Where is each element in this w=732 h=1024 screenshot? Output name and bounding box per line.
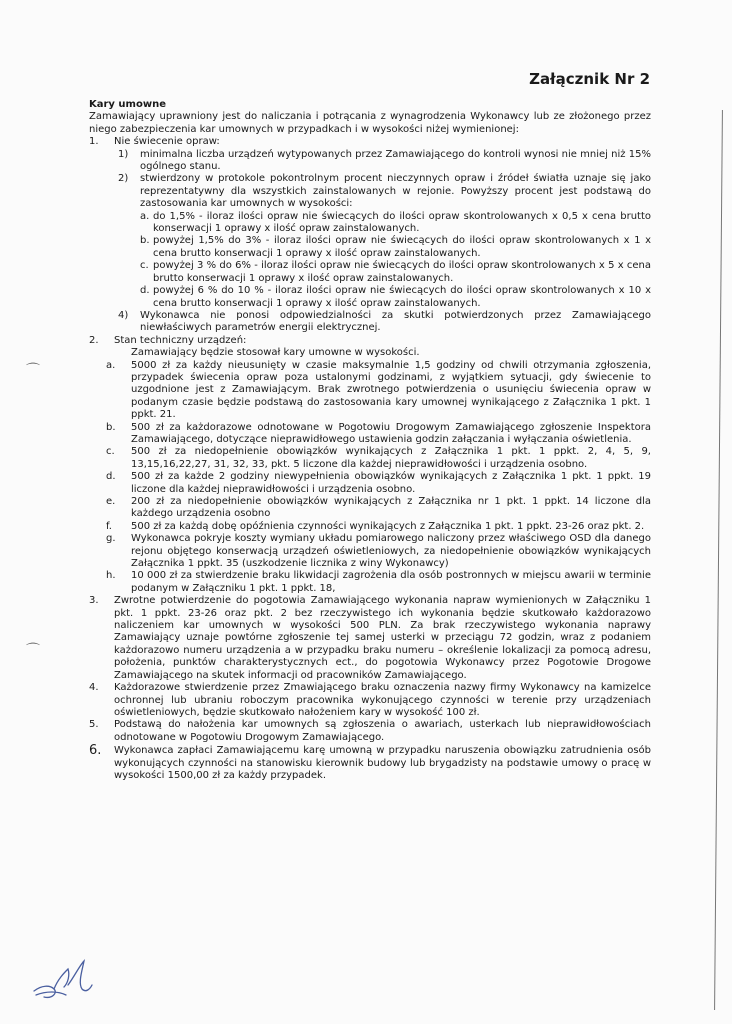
section-1 [89, 136, 651, 148]
item-text: 10 000 zł za stwierdzenie braku likwidacji zagrożenia dla osób postronnych w miejscu awarii w terminie podanym w Załączniku 1 pkt. 1 ppkt. 18, [131, 570, 651, 594]
list-item [114, 310, 651, 335]
section-text: Zwrotne potwierdzenie do pogotowia Zamawiającego wykonania napraw wymienionych w Załączniku 1 pkt. 1 ppkt. 23-26 oraz pkt. 2 bez rzeczywistego ich wykonania będzie skutkowało każdorazowo naliczeniem kar umownych w wysokości 500 PLN. Za brak rzeczywistego wykonania naprawy Zamawiający uznaje powtórne zgłoszenie tej samej usterki w przeciągu 72 godzin, wraz z podaniem każdorazowo numeru urządzenia a w przypadku braku numeru – określenie lokalizacji za pomocą adresu, położenia, punktów charakterystycznych ect., do pogotowia Wykonawcy przez Pogotowie Drogowe Zamawiającego na skutek informacji od pracowników Zamawiającego. [114, 595, 651, 681]
item-marker: e. [106, 496, 116, 507]
sub-list-item [140, 235, 651, 260]
sub-list-item [140, 285, 651, 310]
list-item [106, 496, 651, 521]
item-text: powyżej 6 % do 10 % - iloraz ilości opraw nie świecących do ilości opraw skontrolowanych x 10 x cena brutto konserwacji 1 oprawy x ilość opraw zainstalowanych. [153, 285, 651, 309]
list-item [114, 173, 651, 210]
item-marker: 4) [118, 309, 129, 321]
section-2 [89, 335, 651, 347]
section-number: 1. [89, 136, 99, 148]
punch-hole-mark: ⌒ [26, 643, 40, 659]
intro-paragraph: Zamawiający uprawniony jest do naliczania i potrącania z wynagrodzenia Wykonawcy lub ze złożonego przez niego zabezpieczenia kar umownych w przypadkach i w wysokości niżej wymienionej: [89, 111, 651, 135]
item-text: 5000 zł za każdy nieusunięty w czasie maksymalnie 1,5 godziny od chwili otrzymania zgłoszenia, przypadek świecenia opraw poza ustalonymi godzinami, z wyjątkiem sytuacji, gdy świecenie to uzgodnione jest z Zamawiającym. Brak zwrotnego potwierdzenia o usunięciu świecenia opraw w podanym czasie będzie podstawą do zastosowania kary umownej wynikającego z Załącznika 1 pkt. 1 ppkt. 21. [131, 359, 651, 421]
item-text: minimalna liczba urządzeń wytypowanych przez Zamawiającego do kontroli wynosi nie mniej niż 15% ogólnego stanu. [140, 148, 651, 173]
section-number: 4. [89, 682, 99, 694]
item-text: 500 zł za każdorazowe odnotowane w Pogotowiu Drogowym Zamawiającego zgłoszenie Inspektora Zamawiającego, dotyczące nieprawidłowego ustawienia godzin załączania i wyłączania oświetlenia. [131, 421, 651, 445]
list-item [114, 149, 651, 174]
list-item [106, 360, 651, 422]
item-marker: 2) [118, 173, 129, 185]
item-text: powyżej 3 % do 6% - iloraz ilości opraw nie świecących do ilości opraw skontrolowanych x 5 x cena brutto konserwacji 1 oprawy x ilość opraw zainstalowanych. [153, 260, 651, 284]
section-text: Każdorazowe stwierdzenie przez Zmawiającego braku oznaczenia nazwy firmy Wykonawcy na kamizelce ochronnej lub ubraniu roboczym pracownika wykonującego czynności w terenie przy urządzeniach oświetleniowych, będzie skutkowało nałożeniem kary w wysokość 100 zł. [114, 682, 651, 718]
item-marker: a. [140, 210, 150, 222]
page-title: Załącznik Nr 2 [529, 70, 650, 88]
section-number: 2. [89, 334, 99, 346]
list-item [106, 570, 651, 595]
document-body [89, 99, 651, 782]
sub-list-item [140, 260, 651, 285]
list-item [106, 533, 651, 570]
section-number: 3. [89, 595, 99, 607]
handwritten-signature [28, 955, 108, 1005]
scan-edge-line [714, 110, 723, 1010]
sub-list-item [140, 211, 651, 236]
item-marker: c. [106, 446, 115, 458]
section-heading: Kary umowne [89, 99, 166, 110]
item-text: powyżej 1,5% do 3% - iloraz ilości opraw nie świecących do ilości opraw skontrolowanych x 1 x cena brutto konserwacji 1 oprawy x ilość opraw zainstalowanych. [153, 235, 651, 259]
item-text: 500 zł za każde 2 godziny niewypełnienia obowiązków wynikających z Załącznika 1 pkt. 1 ppkt. 19 liczone dla każdej nieprawidłowości i urządzenia osobno. [131, 471, 651, 495]
section-5 [89, 719, 651, 744]
section-title: Stan techniczny urządzeń: [114, 334, 247, 346]
section-number: 5. [89, 719, 99, 731]
section-6 [89, 745, 651, 782]
section-lead: Zamawiający będzie stosował kary umowne w wysokości. [131, 347, 420, 359]
section-4 [89, 682, 651, 719]
item-marker: b. [106, 421, 116, 433]
list-item [106, 471, 651, 496]
item-marker: h. [106, 570, 116, 582]
item-text: Wykonawca nie ponosi odpowiedzialności za skutki potwierdzonych przez Zamawiającego niewłaściwych parametrów energii elektrycznej. [140, 309, 651, 334]
item-marker: d. [106, 471, 116, 483]
item-text: Wykonawca pokryje koszty wymiany układu pomiarowego naliczony przez właściwego OSD dla danego rejonu objętego konserwacją urządzeń oświetleniowych, za niedopełnienie obowiązków wynikających Załącznika 1 ppkt. 35 (uszkodzenie licznika z winy Wykonawcy) [131, 533, 651, 570]
section-text: Wykonawca zapłaci Zamawiającemu karę umowną w przypadku naruszenia obowiązku zatrudnienia osób wykonujących czynności na stanowisku kierownik budowy lub brygadzisty na podstawie umowy o pracę w wysokości 1500,00 zł za każdy przypadek. [114, 745, 651, 781]
punch-hole-mark: ⌒ [26, 363, 40, 379]
list-item [106, 521, 651, 533]
item-text: 500 zł za każdą dobę opóźnienia czynności wynikających z Załącznika 1 pkt. 1 ppkt. 23-26 oraz pkt. 2. [131, 520, 645, 532]
item-marker: f. [106, 520, 112, 532]
section-title: Nie świecenie opraw: [114, 136, 220, 148]
list-item [106, 446, 651, 471]
section-number: 6. [89, 743, 102, 759]
item-marker: b. [140, 235, 150, 247]
item-marker: d. [140, 285, 150, 297]
section-text: Podstawą do nałożenia kar umownych są zgłoszenia o awariach, usterkach lub nieprawidłowościach odnotowane w Pogotowiu Drogowym Zamawiającego. [114, 719, 651, 743]
item-marker: a. [106, 359, 116, 371]
item-text: 200 zł za niedopełnienie obowiązków wynikających z Załącznika nr 1 pkt. 1 ppkt. 14 liczone dla każdego urządzenia osobno [131, 496, 651, 520]
item-text: do 1,5% - iloraz ilości opraw nie świecących do ilości opraw skontrolowanych x 0,5 x cena brutto konserwacji 1 oprawy x ilość opraw zainstalowanych. [153, 210, 651, 235]
list-item [106, 422, 651, 447]
item-marker: c. [140, 260, 149, 272]
item-marker: g. [106, 533, 116, 545]
item-text: stwierdzony w protokole pokontrolnym procent nieczynnych opraw i źródeł światła uznaje się jako reprezentatywny dla wszystkich zainstalowanych w rejonie. Powyższy procent jest podstawą do zastosowania kar umownych w wysokości: [140, 173, 651, 210]
section-3 [89, 595, 651, 682]
item-text: 500 zł za niedopełnienie obowiązków wynikających z Załącznika 1 pkt. 1 ppkt. 2, 4, 5, 9, 13,15,16,22,27, 31, 32, 33, pkt. 5 liczone dla każdej nieprawidłowości i urządzenia osobno. [131, 446, 651, 470]
item-marker: 1) [118, 148, 129, 160]
